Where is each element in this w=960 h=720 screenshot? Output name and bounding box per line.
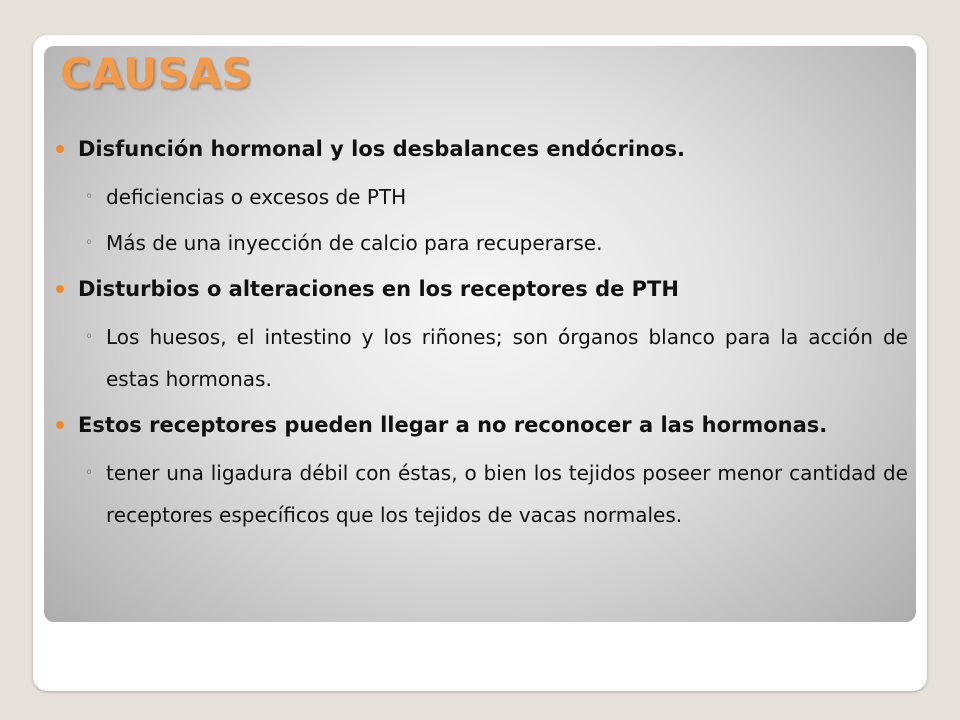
slide-title: CAUSAS: [60, 49, 253, 98]
bullet-dot-icon: [56, 145, 64, 153]
bullet-list: [48, 128, 908, 540]
bullet-text: Estos receptores pueden llegar a no reconocer a las hormonas.: [78, 413, 828, 437]
sub-bullet-item: [48, 452, 908, 536]
sub-bullet-item: [48, 316, 908, 400]
sub-bullet-circle-icon: ◦: [85, 465, 94, 481]
sub-bullet-text: Los huesos, el intestino y los riñones; son órganos blanco para la acción de estas hormonas.: [106, 325, 908, 391]
sub-bullet-item: [48, 222, 908, 264]
bullet-item: [48, 128, 908, 170]
bullet-dot-icon: [56, 421, 64, 429]
sub-bullet-circle-icon: ◦: [85, 235, 94, 251]
sub-bullet-item: [48, 176, 908, 218]
bullet-item: [48, 404, 908, 446]
sub-bullet-text: Más de una inyección de calcio para recuperarse.: [106, 231, 603, 255]
bullet-text: Disturbios o alteraciones en los receptores de PTH: [78, 277, 679, 301]
sub-bullet-circle-icon: ◦: [85, 189, 94, 205]
sub-bullet-text: tener una ligadura débil con éstas, o bien los tejidos poseer menor cantidad de receptores específicos que los tejidos de vacas normales.: [106, 461, 908, 527]
bullet-text: Disfunción hormonal y los desbalances endócrinos.: [78, 137, 685, 161]
bullet-dot-icon: [56, 285, 64, 293]
sub-bullet-circle-icon: ◦: [85, 329, 94, 345]
bullet-item: [48, 268, 908, 310]
sub-bullet-text: deficiencias o excesos de PTH: [106, 185, 407, 209]
